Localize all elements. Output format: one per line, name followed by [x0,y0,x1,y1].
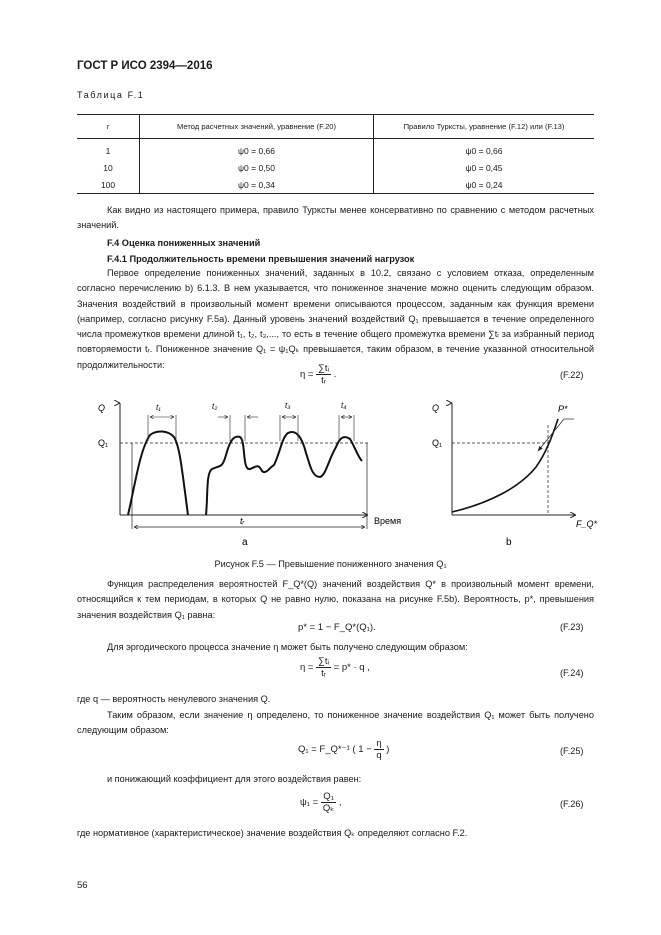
t2-label: t₂ [212,402,218,411]
column-header: Метод расчетных значений, уравнение (F.20) [140,115,374,139]
x-axis-label: Время [374,516,402,526]
document-title: ГОСТ Р ИСО 2394—2016 [77,60,213,72]
distribution-curve [452,419,558,512]
figure-panel-a [98,401,401,548]
equation-number: (F.24) [560,668,584,678]
section-heading: F.4 Оценка пониженных значений [107,238,261,248]
figure-panel-b [432,403,598,548]
equation-number: (F.26) [560,799,584,809]
q1-label: Q₁ [98,438,109,448]
formula-f25: Q₁ = F_Q*⁻¹ ( 1 − $\frac{\eta}{q}$ ) [298,738,390,761]
q1-label: Q₁ [432,438,443,448]
p-star-arrow [538,419,564,451]
y-axis-label: Q [432,403,440,413]
panel-label-a: a [242,537,248,548]
table-cell: ψ0 = 0,66 [374,139,595,160]
paragraph-conclusion: Как видно из настоящего примера, правило Турксты менее консервативно по сравнению с методом расчетных значений. [77,205,594,231]
panel-label-b: b [506,537,512,548]
subsection-heading: F.4.1 Продолжительность времени превышения значений нагрузок [107,254,415,264]
table-cell: 100 [77,176,140,194]
figure-caption: Рисунок F.5 — Превышение пониженного значения Q₁ [214,559,447,569]
process-curve-segment [128,431,188,515]
table-cell: 1 [105,145,111,156]
table-cell: 10 [103,162,113,173]
paragraph-thus: Таким образом, если значение η определено, то пониженное значение воздействия Q₁ может быть получено следующим образом: [77,710,594,736]
table-cell: ψ0 = 0,24 [374,176,595,194]
equation-number: (F.23) [560,622,584,632]
t1-label: t₁ [156,403,161,412]
table-row [77,139,594,160]
page-number: 56 [77,880,88,891]
formula-f24: η = $\frac{\text{∑tᵢ}}{\text{tᵣ}}$ = p* · q , [300,656,370,679]
tr-label: tᵣ [240,516,245,526]
x-axis-label: F_Q* [576,519,598,529]
data-table [77,114,594,194]
table-cell: ψ0 = 0,34 [140,176,374,194]
table-cell: ψ0 = 0,66 [140,139,374,160]
formula-f22: η = $\frac{\text{∑tᵢ}}{\text{tᵣ}}$ . [300,363,337,386]
paragraph-definition: Первое определение пониженных значений, заданных в 10.2, связано с условием отказа, определенным согласно перечислению b) 6.1.3. В нем указывается, что пониженное значение можно оценить следующим образом. Значения воздействий в произвольный момент времени описываются процессом, заданным как функция времени (например, согласно рисунку F.5а). Данный уровень значений воздействий Q₁ превышается в течение определенного числа промежутков времени длиной t₁, t₂, t₃,..., то есть в течение общего промежутка времени ∑tᵢ за избранный период повторяемости tᵣ. Пониженное значение Q₁ = ψ₁Qₖ превышается, таким образом, в течение указанной относительной продолжительности: [77,268,594,370]
paragraph-where-q: где q — вероятность ненулевого значения Q. [77,694,271,704]
y-axis-label: Q [98,403,106,413]
table-caption: Таблица F.1 [77,90,145,100]
table-cell: ψ0 = 0,50 [140,159,374,176]
p-star-label: P* [558,404,568,414]
process-curve-segment [206,432,362,515]
equation-number: (F.25) [560,746,584,756]
table-row [77,176,594,194]
table-header-row [77,115,594,139]
paragraph-coefficient: и понижающий коэффициент для этого воздействия равен: [107,774,362,784]
equation-number: (F.22) [560,370,584,380]
figure-f5 [90,395,600,553]
table-cell: ψ0 = 0,45 [374,159,595,176]
column-header: Правило Турксты, уравнение (F.12) или (F.13) [374,115,595,139]
formula-f26: ψ₁ = $\frac{\text{Q₁}}{\text{Qₖ}}$ , [300,791,342,814]
table-row [77,159,594,176]
t3-label: t₃ [285,401,291,410]
column-header: r [77,115,140,139]
paragraph-characteristic: где нормативное (характеристическое) значение воздействия Qₖ определяют согласно F.2. [77,828,468,838]
paragraph-ergodic: Для эргодического процесса значение η может быть получено следующим образом: [107,642,468,652]
paragraph-distribution: Функция распределения вероятностей F_Q*(Q) значений воздействия Q* в произвольный момент времени, относящийся к тем периодам, в которых Q не равно нулю, показана на рисунке F.5b). Вероятность, p*, превышения значения воздействия Q₁ равна: [77,579,594,620]
formula-f23: p* = 1 − F_Q*(Q₁). [298,622,376,633]
t4-label: t₄ [341,401,347,410]
